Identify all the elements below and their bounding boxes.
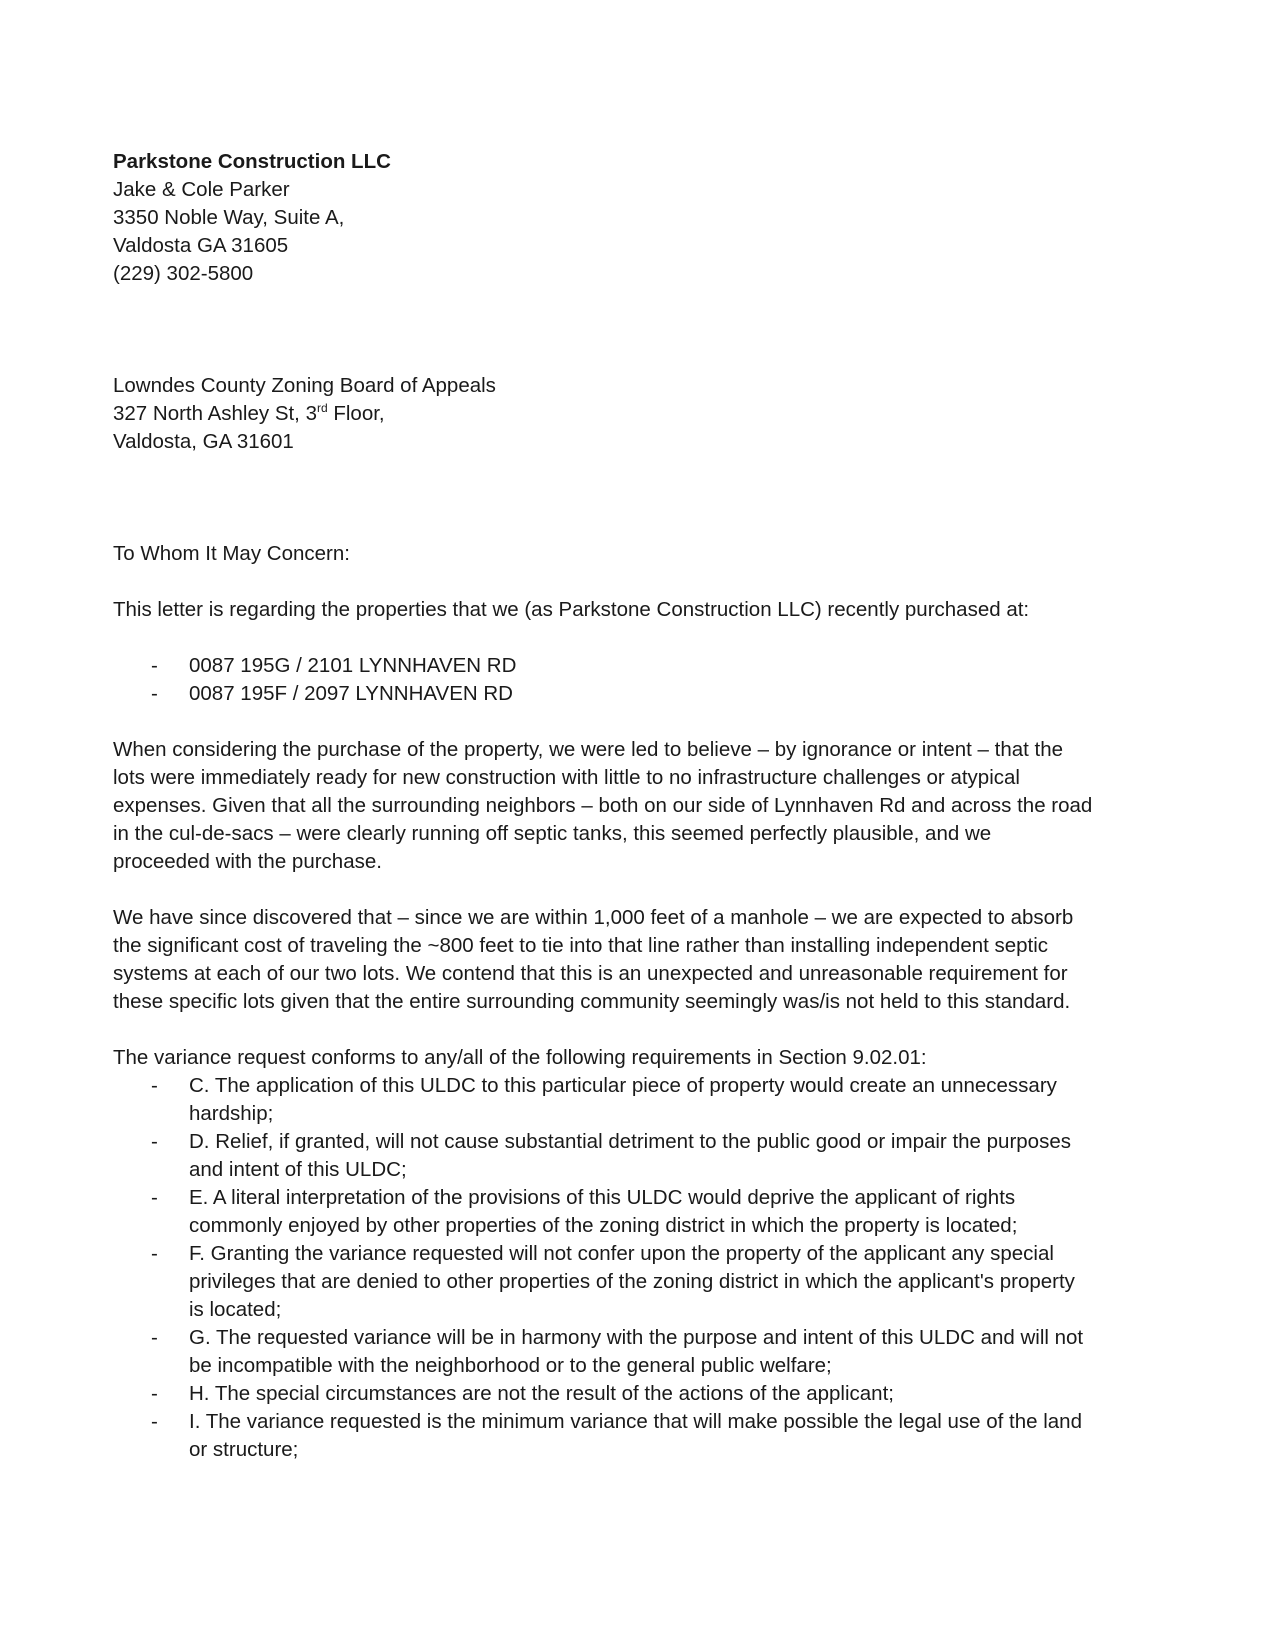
- requirement-line: and intent of this ULDC;: [189, 1158, 407, 1181]
- intro-paragraph: This letter is regarding the properties that we (as Parkstone Construction LLC) recently purchased at:: [113, 598, 1030, 621]
- dash-bullet: -: [151, 682, 158, 705]
- requirements-intro: The variance request conforms to any/all of the following requirements in Section 9.02.01:: [113, 1046, 927, 1069]
- list-item: [113, 1184, 1173, 1240]
- dash-bullet: -: [151, 1186, 158, 1209]
- property-text: 0087 195F / 2097 LYNNHAVEN RD: [189, 682, 513, 705]
- requirement-line: D. Relief, if granted, will not cause substantial detriment to the public good or impair the purposes: [189, 1130, 1071, 1153]
- requirement-line: E. A literal interpretation of the provisions of this ULDC would deprive the applicant of rights: [189, 1186, 1016, 1209]
- requirement-line: C. The application of this ULDC to this particular piece of property would create an unnecessary: [189, 1074, 1057, 1097]
- requirement-line: G. The requested variance will be in harmony with the purpose and intent of this ULDC and will not: [189, 1326, 1084, 1349]
- dash-bullet: -: [151, 1410, 158, 1433]
- dash-bullet: -: [151, 1242, 158, 1265]
- paragraph-line: proceeded with the purchase.: [113, 850, 382, 873]
- recipient-name: Lowndes County Zoning Board of Appeals: [113, 374, 496, 397]
- property-list: [113, 652, 1173, 708]
- requirement-line: be incompatible with the neighborhood or to the general public welfare;: [189, 1354, 832, 1377]
- recipient-address-pre: 327 North Ashley St, 3: [113, 402, 317, 425]
- requirement-line: or structure;: [189, 1438, 299, 1461]
- dash-bullet: -: [151, 1326, 158, 1349]
- dash-bullet: -: [151, 1074, 158, 1097]
- requirement-line: privileges that are denied to other properties of the zoning district in which the applicant's property: [189, 1270, 1075, 1293]
- property-text: 0087 195G / 2101 LYNNHAVEN RD: [189, 654, 517, 677]
- list-item: [113, 1128, 1173, 1184]
- list-item: [113, 1408, 1173, 1464]
- list-item: [113, 1380, 1173, 1408]
- paragraph-line: When considering the purchase of the property, we were led to believe – by ignorance or intent – that the: [113, 738, 1064, 761]
- letter-page: [113, 148, 1173, 1492]
- requirement-line: hardship;: [189, 1102, 274, 1125]
- paragraph-line: these specific lots given that the entire surrounding community seemingly was/is not held to this standard.: [113, 990, 1071, 1013]
- paragraph-line: lots were immediately ready for new construction with little to no infrastructure challenges or atypical: [113, 766, 1020, 789]
- requirement-line: F. Granting the variance requested will not confer upon the property of the applicant any special: [189, 1242, 1054, 1265]
- list-item: [113, 652, 1173, 680]
- list-item: [113, 680, 1173, 708]
- dash-bullet: -: [151, 1382, 158, 1405]
- sender-names: Jake & Cole Parker: [113, 178, 290, 201]
- list-item: [113, 1324, 1173, 1380]
- paragraph-line: expenses. Given that all the surrounding neighbors – both on our side of Lynnhaven Rd and across the road: [113, 794, 1093, 817]
- sender-address-line2: Valdosta GA 31605: [113, 234, 289, 257]
- dash-bullet: -: [151, 654, 158, 677]
- recipient-address-post: Floor,: [327, 402, 385, 425]
- requirement-line: H. The special circumstances are not the result of the actions of the applicant;: [189, 1382, 894, 1405]
- paragraph-line: in the cul-de-sacs – were clearly running off septic tanks, this seemed perfectly plausible, and we: [113, 822, 992, 845]
- sender-block: [113, 148, 1173, 288]
- paragraph-line: We have since discovered that – since we are within 1,000 feet of a manhole – we are expected to absorb: [113, 906, 1074, 929]
- sender-phone: (229) 302-5800: [113, 262, 254, 285]
- recipient-address-sup: rd: [316, 401, 328, 416]
- salutation: To Whom It May Concern:: [113, 542, 350, 565]
- paragraph-line: the significant cost of traveling the ~800 feet to tie into that line rather than installing independent septic: [113, 934, 1049, 957]
- list-item: [113, 1240, 1173, 1324]
- recipient-block: [113, 372, 1173, 456]
- requirements-list: [113, 1072, 1173, 1464]
- paragraph-purchase: [113, 736, 1173, 876]
- sender-company: Parkstone Construction LLC: [113, 150, 391, 173]
- recipient-address-line2: Valdosta, GA 31601: [113, 430, 294, 453]
- requirement-line: is located;: [189, 1298, 282, 1321]
- paragraph-line: systems at each of our two lots. We contend that this is an unexpected and unreasonable requirement for: [113, 962, 1068, 985]
- requirement-line: I. The variance requested is the minimum variance that will make possible the legal use of the land: [189, 1410, 1082, 1433]
- dash-bullet: -: [151, 1130, 158, 1153]
- paragraph-discovery: [113, 904, 1173, 1016]
- list-item: [113, 1072, 1173, 1128]
- requirement-line: commonly enjoyed by other properties of the zoning district in which the property is located;: [189, 1214, 1018, 1237]
- recipient-address-line1: [113, 400, 1173, 428]
- sender-address-line1: 3350 Noble Way, Suite A,: [113, 206, 345, 229]
